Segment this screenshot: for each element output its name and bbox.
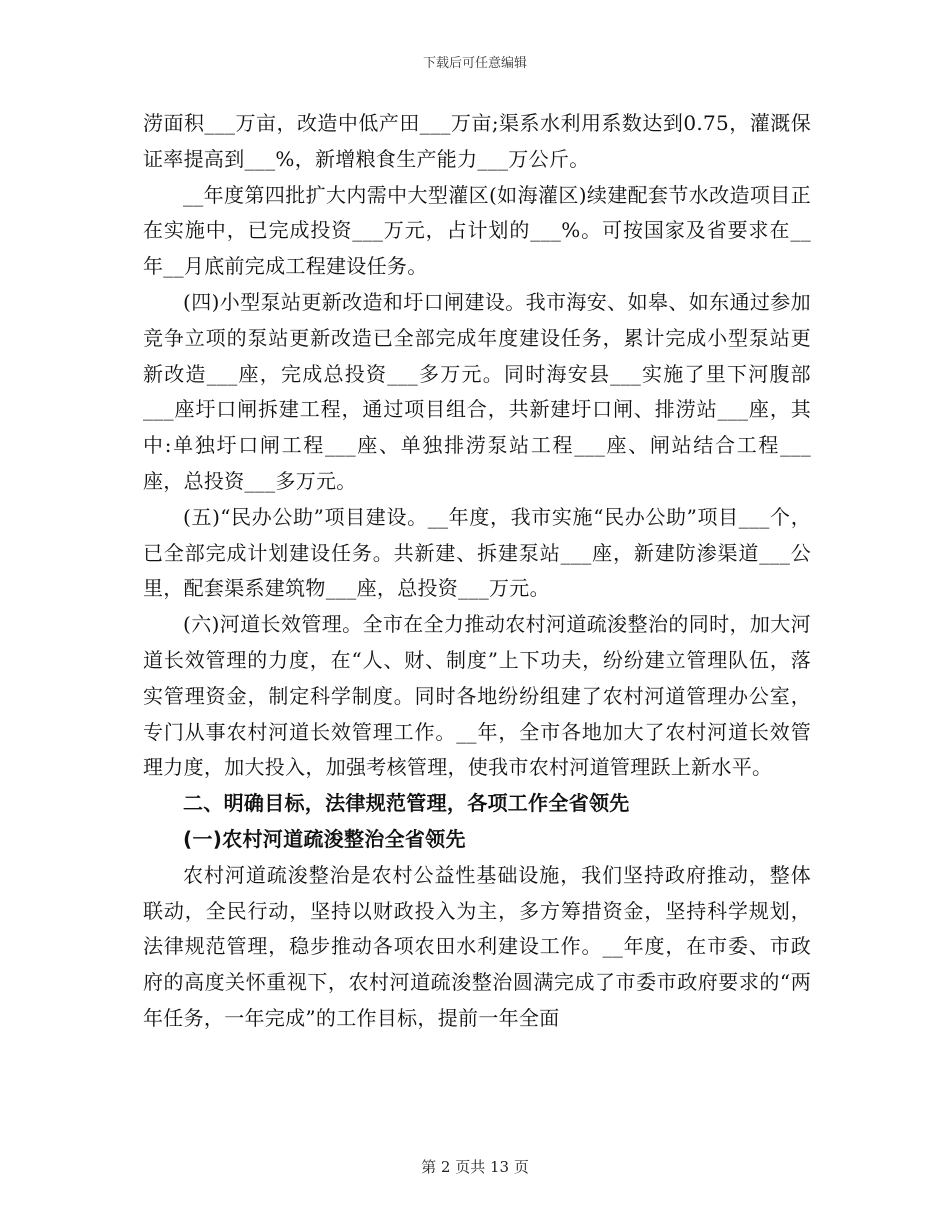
page-header: 下载后可任意编辑 [422,56,527,71]
document-body [143,106,811,1037]
page-footer: 第 2 页共 13 页 [421,1158,529,1176]
paragraph-river-dredging: 农村河道疏浚整治是农村公益性基础设施，我们坚持政府推动，整体联动，全民行动，坚持以财政投入为主，多方筹措资金，坚持科学规划，法律规范管理，稳步推动各项农田水利建设工作。__年度，在市委、市政府的高度关怀重视下，农村河道疏浚整治圆满完成了市委市政府要求的“两年任务，一年完成”的工作目标，提前一年全面 [143,862,811,1030]
paragraph-river-management: (六)河道长效管理。全市在全力推动农村河道疏浚整治的同时，加大河道长效管理的力度，在“人、财、制度”上下功夫，纷纷建立管理队伍，落实管理资金，制定科学制度。同时各地纷纷组建了农村河道管理办公室，专门从事农村河道长效管理工作。__年，全市各地加大了农村河道长效管理力度，加大投入，加强考核管理，使我市农村河道管理跃上新水平。 [143,612,811,780]
section-heading: 二、明确目标，法律规范管理，各项工作全省领先 [183,791,630,816]
paragraph-private-public: (五)“民办公助”项目建设。__年度，我市实施“民办公助”项目___个，已全部完成计划建设任务。共新建、拆建泵站___座，新建防渗渠道___公里，配套渠系建筑物___座，总投资___万元。 [143,504,811,601]
paragraph-irrigation-project: __年度第四批扩大内需中大型灌区(如海灌区)续建配套节水改造项目正在实施中，已完成投资___万元，占计划的___%。可按国家及省要求在__年__月底前完成工程建设任务。 [143,182,811,279]
paragraph-continuation: 涝面积___万亩，改造中低产田___万亩;渠系水利用系数达到0.75，灌溉保证率提高到___%，新增粮食生产能力___万公斤。 [143,111,811,171]
paragraph-pump-station: (四)小型泵站更新改造和圩口闸建设。我市海安、如皋、如东通过参加竞争立项的泵站更新改造已全部完成年度建设任务，累计完成小型泵站更新改造___座，完成总投资___多万元。同时海安县___实施了里下河腹部___座圩口闸拆建工程，通过项目组合，共新建圩口闸、排涝站___座，其中:单独圩口闸工程___座、单独排涝泵站工程___座、闸站结合工程___座，总投资___多万元。 [143,289,811,493]
subsection-heading: (一)农村河道疏浚整治全省领先 [183,826,466,851]
